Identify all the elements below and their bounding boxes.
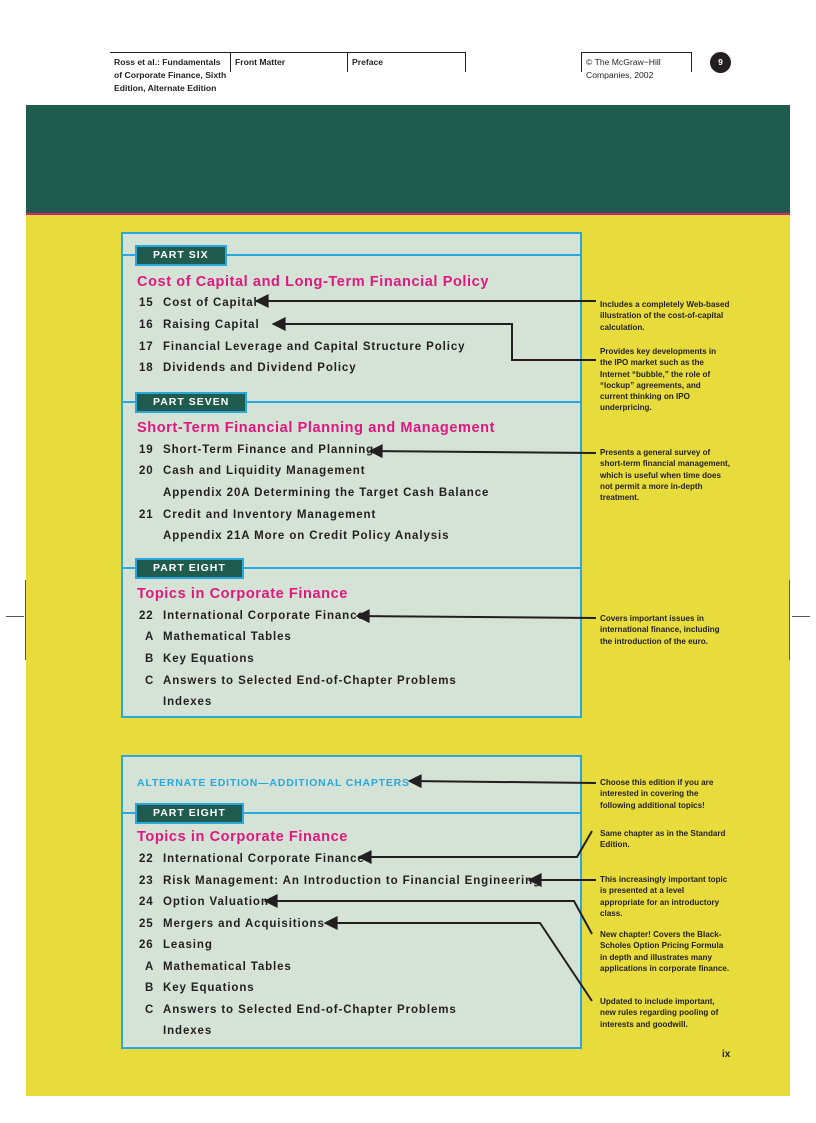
chapter-title: Option Valuation	[163, 896, 269, 908]
callout-arrow	[273, 324, 596, 360]
callout-arrow	[370, 451, 596, 453]
chapter-title: Mathematical Tables	[163, 961, 292, 973]
part-label: PART EIGHT	[135, 803, 244, 824]
chapter-title: Answers to Selected End-of-Chapter Problems	[163, 675, 457, 687]
chapter-number: B	[145, 653, 155, 665]
index-entry: Indexes	[163, 1025, 213, 1037]
chapter-number: C	[145, 675, 155, 687]
part-label: PART SEVEN	[135, 392, 247, 413]
callout-arrow	[409, 781, 596, 783]
chapter-number: A	[145, 961, 155, 973]
chapter-title: Cash and Liquidity Management	[163, 465, 366, 477]
callout-arrow	[325, 923, 592, 1001]
chapter-number: 22	[139, 610, 154, 622]
part-label: PART EIGHT	[135, 558, 244, 579]
header-book-title: Ross et al.: Fundamentals of Corporate Finance, Sixth Edition, Alternate Edition	[114, 57, 227, 93]
callout-note: Same chapter as in the Standard Edition.	[600, 829, 726, 850]
chapter-number: 16	[139, 319, 154, 331]
part-title: Topics in Corporate Finance	[137, 586, 348, 602]
appendix-entry: Appendix 20A Determining the Target Cash Balance	[163, 487, 490, 499]
callout-note: Covers important issues in international finance, including the introduction of the euro.	[600, 614, 720, 646]
header-copyright: © The McGraw−Hill Companies, 2002	[586, 57, 661, 80]
chapter-number: 26	[139, 939, 154, 951]
chapter-number: 25	[139, 918, 154, 930]
chapter-title: Credit and Inventory Management	[163, 509, 377, 521]
part-title: Short-Term Financial Planning and Management	[137, 420, 496, 436]
callout-note: This increasingly important topic is presented at a level appropriate for an introductory class.	[600, 875, 728, 918]
callout-arrow	[359, 831, 592, 857]
callout-arrow	[357, 616, 596, 618]
chapter-title: Financial Leverage and Capital Structure Policy	[163, 341, 466, 353]
chapter-number: 23	[139, 875, 154, 887]
callout-note: Choose this edition if you are interested in covering the following additional topics!	[600, 778, 714, 810]
chapter-title: International Corporate Finance	[163, 853, 365, 865]
page-number-badge: 9	[710, 52, 731, 73]
chapter-number: 18	[139, 362, 154, 374]
callout-note: New chapter! Covers the Black-Scholes Option Pricing Formula in depth and illustrates many applications in corporate finance.	[600, 930, 730, 973]
chapter-number: 21	[139, 509, 154, 521]
part-title: Cost of Capital and Long-Term Financial Policy	[137, 274, 490, 290]
chapter-title: Key Equations	[163, 982, 255, 994]
chapter-title: Mathematical Tables	[163, 631, 292, 643]
chapter-title: Leasing	[163, 939, 213, 951]
chapter-title: Short-Term Finance and Planning	[163, 444, 375, 456]
chapter-title: Cost of Capital	[163, 297, 258, 309]
header-chapter: Preface	[352, 57, 384, 67]
index-entry: Indexes	[163, 696, 213, 708]
chapter-number: 17	[139, 341, 154, 353]
header-section: Front Matter	[235, 57, 286, 67]
chapter-title: Answers to Selected End-of-Chapter Problems	[163, 1004, 457, 1016]
page-folio: ix	[722, 1049, 731, 1060]
chapter-title: Key Equations	[163, 653, 255, 665]
alternate-edition-heading: ALTERNATE EDITION—ADDITIONAL CHAPTERS	[137, 777, 410, 789]
chapter-title: Risk Management: An Introduction to Financial Engineering	[163, 875, 542, 887]
callout-note: Presents a general survey of short-term financial management, which is useful when time does not permit a more in-depth treatment.	[600, 448, 730, 503]
chapter-number: 15	[139, 297, 154, 309]
callout-note: Updated to include important, new rules regarding pooling of interests and goodwill.	[600, 997, 719, 1029]
chapter-number: C	[145, 1004, 155, 1016]
appendix-entry: Appendix 21A More on Credit Policy Analysis	[163, 530, 450, 542]
chapter-title: Mergers and Acquisitions	[163, 918, 325, 930]
chapter-number: A	[145, 631, 155, 643]
chapter-number: 22	[139, 853, 154, 865]
chapter-number: B	[145, 982, 155, 994]
chapter-number: 20	[139, 465, 154, 477]
chapter-number: 24	[139, 896, 154, 908]
callout-note: Includes a completely Web-based illustration of the cost-of-capital calculation.	[600, 300, 730, 332]
callout-note: Provides key developments in the IPO market such as the Internet “bubble,” the role of “lockup” agreements, and current thinking on IPO underpricing.	[600, 347, 717, 413]
part-label: PART SIX	[135, 245, 227, 266]
chapter-title: Raising Capital	[163, 319, 260, 331]
chapter-number: 19	[139, 444, 154, 456]
part-title: Topics in Corporate Finance	[137, 829, 348, 845]
chapter-title: International Corporate Finance	[163, 610, 365, 622]
chapter-title: Dividends and Dividend Policy	[163, 362, 357, 374]
